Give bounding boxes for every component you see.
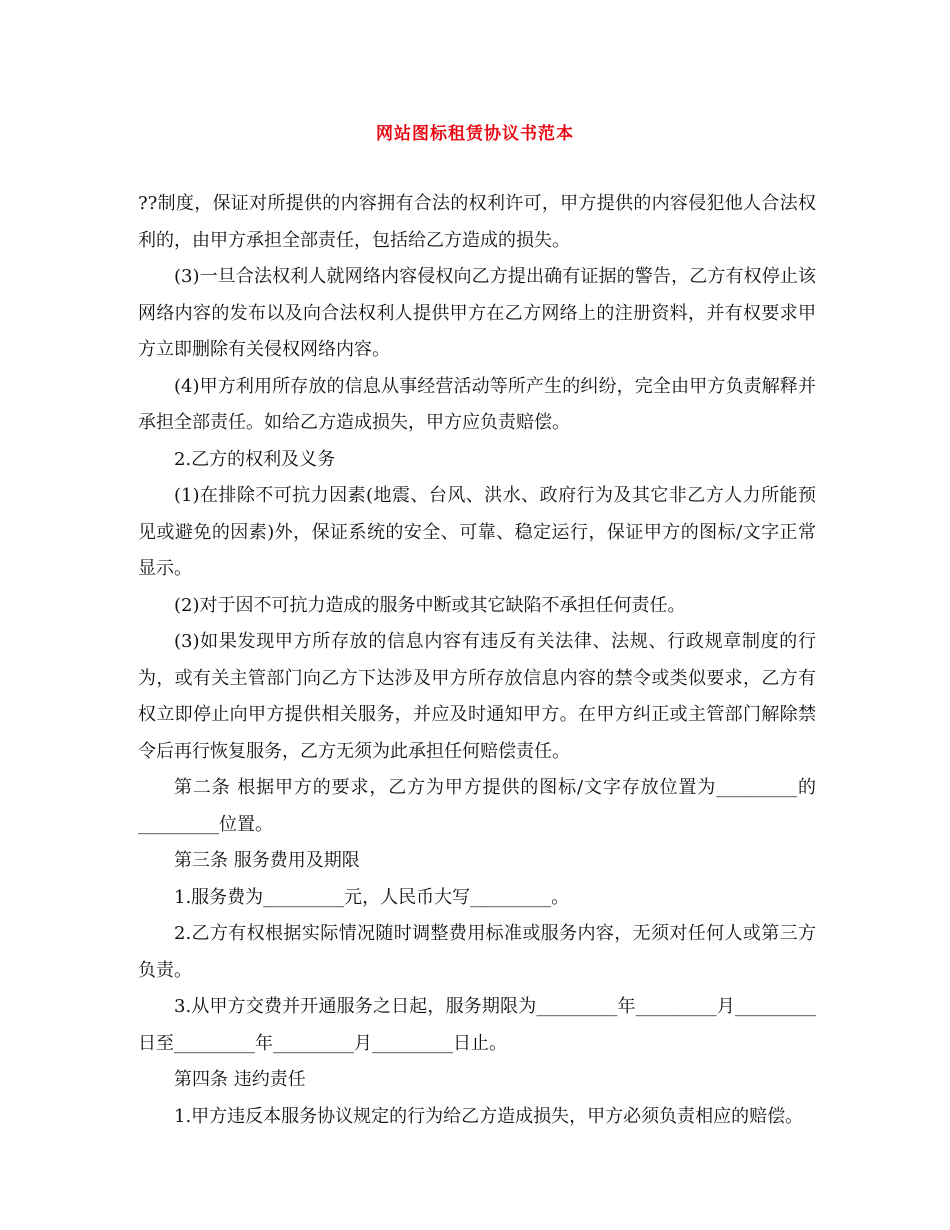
paragraph: (4)甲方利用所存放的信息从事经营活动等所产生的纠纷，完全由甲方负责解释并承担全部责任。如给乙方造成损失，甲方应负责赔偿。 [138,375,816,433]
document-title: 网站图标租赁协议书范本 [376,124,574,144]
document-body [138,186,816,1135]
paragraph: 1.甲方违反本服务协议规定的行为给乙方造成损失，甲方必须负责相应的赔偿。 [174,1105,804,1127]
paragraph: (1)在排除不可抗力因素(地震、台风、洪水、政府行为及其它非乙方人力所能预见或避免的因素)外，保证系统的安全、可靠、稳定运行，保证甲方的图标/文字正常显示。 [138,485,816,579]
paragraph: 2.乙方有权根据实际情况随时调整费用标准或服务内容，无须对任何人或第三方负责。 [138,923,816,981]
paragraph: 第四条 违约责任 [174,1069,306,1090]
paragraph: 3.从甲方交费并开通服务之日起，服务期限为_________年_________月_________日至_________年_________月_________日止。 [138,996,816,1054]
paragraph: 1.服务费为_________元，人民币大写_________。 [174,886,570,908]
paragraph: 2.乙方的权利及义务 [174,448,336,470]
paragraph: 第二条 根据甲方的要求，乙方为甲方提供的图标/文字存放位置为_________的_________位置。 [138,777,816,835]
paragraph: (2)对于因不可抗力造成的服务中断或其它缺陷不承担任何责任。 [174,594,686,616]
paragraph: 第三条 服务费用及期限 [174,850,360,871]
paragraph: (3)一旦合法权利人就网络内容侵权向乙方提出确有证据的警告，乙方有权停止该网络内容的发布以及向合法权利人提供甲方在乙方网络上的注册资料，并有权要求甲方立即删除有关侵权网络内容。 [138,266,816,360]
paragraph: (3)如果发现甲方所存放的信息内容有违反有关法律、法规、行政规章制度的行为，或有关主管部门向乙方下达涉及甲方所存放信息内容的禁令或类似要求，乙方有权立即停止向甲方提供相关服务，并应及时通知甲方。在甲方纠正或主管部门解除禁令后再行恢复服务，乙方无须为此承担任何赔偿责任。 [138,631,816,762]
paragraph: ??制度，保证对所提供的内容拥有合法的权利许可，甲方提供的内容侵犯他人合法权利的，由甲方承担全部责任，包括给乙方造成的损失。 [138,193,816,251]
